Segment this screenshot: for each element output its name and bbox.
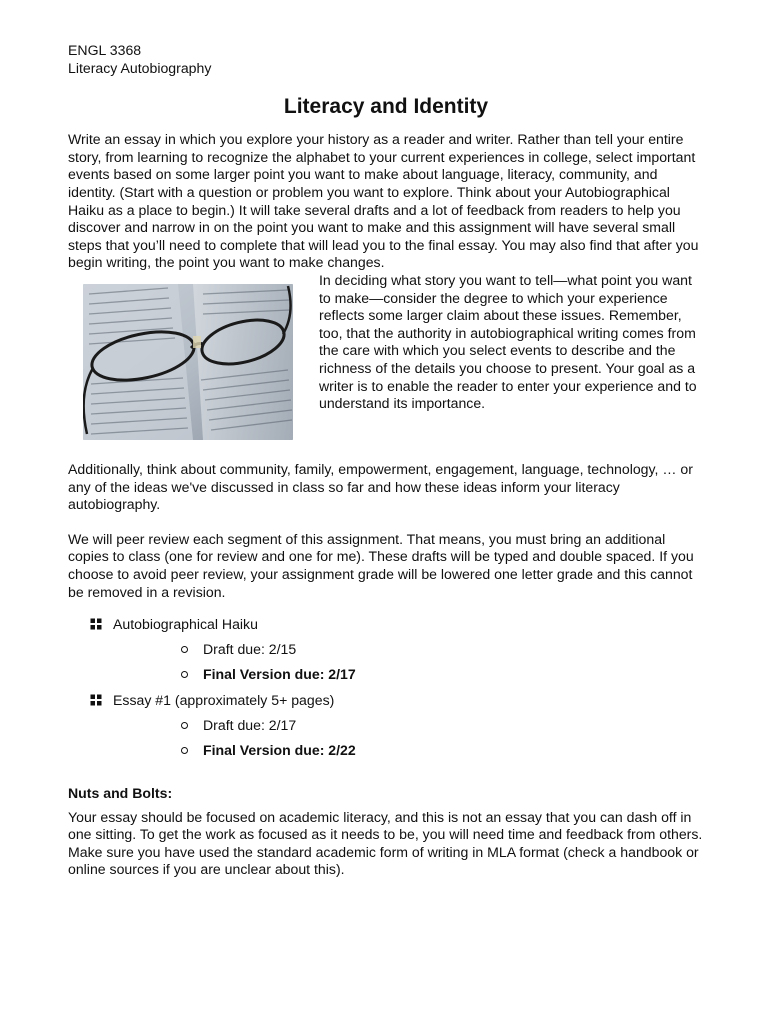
- intro-text-start: Write an essay in which you explore your history as a reader and writer. Rather than tell your entire story, from learning to recognize the alphabet to your current experiences in college, select important events based on some larger point you want to make about language, literacy, community, and identity. (Start with a question or problem you want to explore. Think about your Autobiographical Haiku as a place to begin.) It will take several drafts and a lot of feedback from readers to help you discover and narrow in on the point you want to make and this assignment will have several small steps that you’ll need to complete that will lead you to the final essay. You may also find that after you begin writing, the point you want to make changes.: [68, 131, 699, 271]
- list-item: [113, 641, 704, 658]
- deadline-label: Essay #1 (approximately 5+ pages): [113, 692, 335, 709]
- deadline-sublist: [113, 641, 704, 683]
- story-paragraph: In deciding what story you want to tell—what point you want to make—consider the degree to which your experience reflects some larger claim about these issues. Remember, too, that the authority in autobiographical writing comes from the care with which you select events to describe and the richness of the details you choose to present. Your goal as a writer is to enable the reader to enter your experience and to understand its importance.: [319, 271, 697, 412]
- open-circle-icon: [181, 646, 188, 653]
- deadline-label: Autobiographical Haiku: [113, 616, 258, 633]
- open-circle-icon: [181, 722, 188, 729]
- quad-diamond-bullet-icon: [90, 694, 102, 706]
- page-title: Literacy and Identity: [283, 95, 489, 119]
- list-item: [68, 691, 704, 759]
- document-page: [68, 42, 704, 879]
- intro-section: [68, 131, 704, 272]
- peer-review-paragraph: We will peer review each segment of this assignment. That means, you must bring an additional copies to class (one for review and one for me). These drafts will be typed and double spaced. If you choose to avoid peer review, your assignment grade will be lowered one letter grade and this cannot be removed in a revision.: [68, 530, 694, 600]
- draft-due: Draft due: 2/17: [203, 717, 297, 734]
- final-due: Final Version due: 2/17: [203, 666, 356, 683]
- course-code: ENGL 3368: [68, 42, 142, 58]
- deadline-list: [68, 615, 704, 759]
- list-item: [113, 666, 704, 683]
- story-section: [68, 272, 704, 444]
- draft-due: Draft due: 2/15: [203, 641, 297, 658]
- eyeglasses-photo: [83, 284, 293, 440]
- nuts-and-bolts-heading: Nuts and Bolts:: [68, 785, 173, 802]
- nuts-and-bolts-paragraph: Your essay should be focused on academic literacy, and this is not an essay that you can dash off in one sitting. To get the work as focused as it needs to be, you will need time and feedback from others. Make sure you have used the standard academic form of writing in MLA format (check a handbook or online sources if you are unclear about this).: [68, 808, 703, 878]
- list-item: [113, 742, 704, 759]
- list-item: [68, 615, 704, 683]
- list-item: [113, 717, 704, 734]
- additionally-paragraph: Additionally, think about community, family, empowerment, engagement, language, technology, … or any of the ideas we've discussed in class so far and how these ideas inform your literacy autobiography.: [68, 460, 693, 513]
- quad-diamond-bullet-icon: [90, 618, 102, 630]
- final-due: Final Version due: 2/22: [203, 742, 356, 759]
- intro-paragraph: [68, 131, 704, 272]
- assignment-name: Literacy Autobiography: [68, 59, 212, 76]
- open-circle-icon: [181, 671, 188, 678]
- open-circle-icon: [181, 747, 188, 754]
- deadline-sublist: [113, 717, 704, 759]
